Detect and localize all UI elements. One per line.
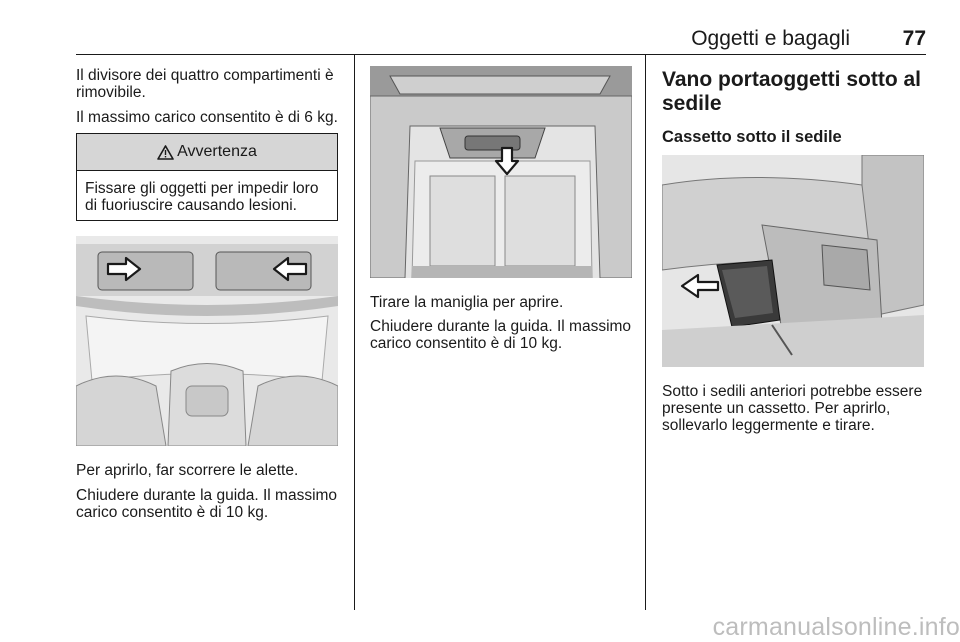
section-heading: Vano portaoggetti sotto al sedile: [662, 68, 922, 115]
column-divider-2: [645, 55, 646, 610]
arrow-left-icon: [272, 256, 308, 282]
col1-paragraph-2: Il massimo carico consentito è di 6 kg.: [76, 109, 338, 126]
arrow-down-icon: [494, 146, 520, 176]
warning-box: [76, 133, 338, 221]
section-title: Oggetti e bagagli: [691, 27, 850, 50]
col3-paragraph-1: Sotto i sedili anteriori potrebbe essere presente un cassetto. Per aprirlo, sollevarlo leggermente e tirare.: [662, 383, 923, 434]
figure-rear-overhead-handle: [370, 66, 632, 278]
arrow-right-icon: [106, 256, 142, 282]
warning-text: Fissare gli oggetti per impedir loro di fuoriuscire causando lesioni.: [85, 180, 319, 214]
col1-paragraph-1: Il divisore dei quattro compartimenti è rimovibile.: [76, 67, 334, 101]
figure-under-seat-drawer: [662, 155, 924, 367]
warning-triangle-icon: [157, 145, 174, 160]
header-divider: [76, 54, 926, 55]
warning-header: [77, 134, 337, 171]
arrow-left-icon: [680, 273, 720, 299]
page-number: 77: [902, 27, 926, 50]
figure-overhead-compartments: [76, 236, 338, 446]
col1-paragraph-4: Chiudere durante la guida. Il massimo carico consentito è di 10 kg.: [76, 487, 338, 521]
watermark: carmanualsonline.info: [712, 613, 960, 641]
col2-paragraph-1: Tirare la maniglia per aprire.: [370, 294, 564, 311]
col1-paragraph-3: Per aprirlo, far scorrere le alette.: [76, 462, 299, 479]
column-divider-1: [354, 55, 355, 610]
col2-paragraph-2: Chiudere durante la guida. Il massimo carico consentito è di 10 kg.: [370, 318, 632, 352]
warning-title: Avvertenza: [177, 143, 257, 160]
subsection-heading: Cassetto sotto il sedile: [662, 128, 842, 146]
